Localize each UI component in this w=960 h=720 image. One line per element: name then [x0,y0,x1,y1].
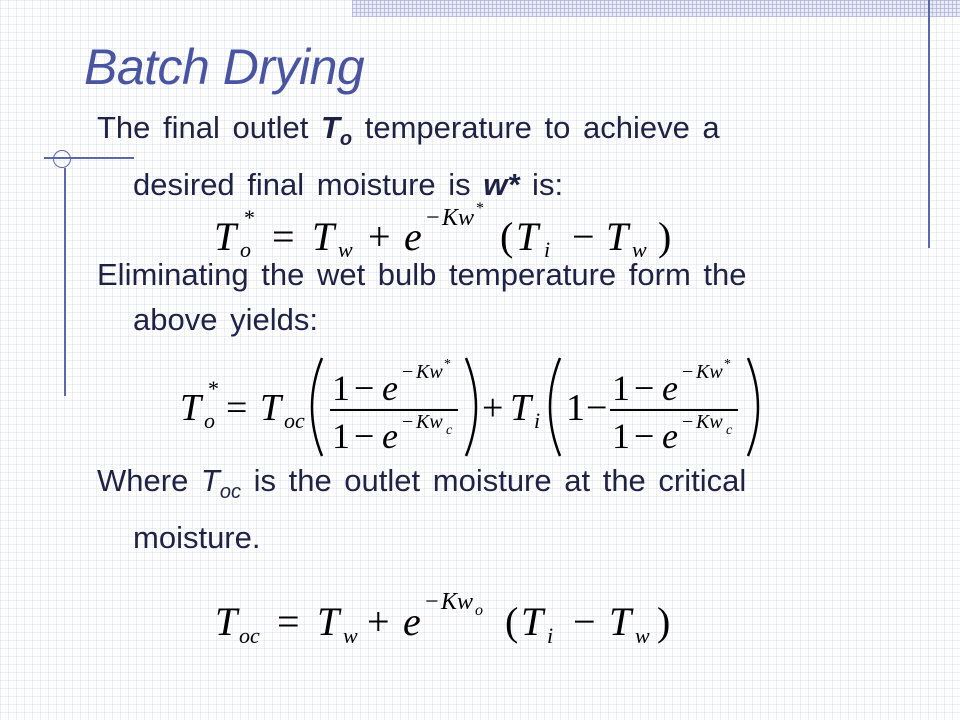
text-segment: moisture. [133,520,261,556]
svg-text:−: − [682,411,694,433]
circle-ornament [53,150,71,168]
svg-text:i: i [534,408,541,433]
subscript-o: o [339,128,353,151]
svg-text:−: − [354,368,375,408]
svg-text:(: ( [505,599,519,644]
svg-text:*: * [444,357,451,372]
svg-text:c: c [726,423,733,438]
svg-text:): ) [657,599,671,644]
slide-title: Batch Drying [84,39,365,95]
svg-text:−: − [426,205,440,231]
svg-text:T: T [606,214,629,259]
svg-text:T: T [215,599,238,644]
svg-text:Kw: Kw [696,361,723,383]
svg-text:oc: oc [239,623,260,648]
svg-text:*: * [476,200,484,217]
svg-text:*: * [724,357,731,372]
equation-eliminated [170,352,770,462]
svg-text:T: T [180,387,202,429]
svg-text:−: − [402,411,414,433]
right-vertical-rule [928,0,930,248]
svg-text:=: = [226,387,248,429]
svg-text:T: T [516,214,539,259]
svg-text:e: e [662,416,678,456]
subscript-oc: oc [219,481,241,504]
svg-text:−: − [634,368,655,408]
svg-text:o: o [204,408,215,433]
svg-text:1: 1 [612,368,630,408]
svg-text:c: c [446,423,453,438]
svg-text:+: + [482,387,504,429]
svg-text:e: e [404,214,422,259]
text-segment: desired final moisture is [133,167,484,203]
svg-text:(: ( [500,214,514,259]
text-segment: Eliminating the wet bulb temperature form the [97,257,747,292]
paragraph-where-toc [97,458,746,560]
svg-text:i: i [544,237,551,262]
svg-text:T: T [260,387,282,429]
svg-text:e: e [662,368,678,408]
svg-text:+: + [367,599,390,644]
svg-text:=: = [272,214,295,259]
svg-text:−: − [354,416,375,456]
svg-text:w: w [632,237,647,262]
svg-text:1: 1 [332,416,350,456]
svg-text:1: 1 [566,387,585,429]
symbol-T: T [320,110,340,145]
svg-text:e: e [403,599,421,644]
svg-text:−: − [634,416,655,456]
svg-text:o: o [475,602,483,619]
svg-text:w: w [338,237,353,262]
svg-text:=: = [277,599,300,644]
svg-text:T: T [510,387,532,429]
text-segment: is the outlet moisture at the critical [240,463,747,498]
svg-text:−: − [572,214,595,259]
svg-text:−: − [402,361,414,383]
svg-text:Kw: Kw [416,411,443,433]
svg-text:Kw: Kw [442,205,475,231]
svg-text:): ) [658,214,672,259]
symbol-T: T [200,463,220,498]
svg-text:w: w [635,623,650,648]
equation-critical-outlet [205,585,685,655]
paragraph-eliminating [97,252,746,342]
svg-text:*: * [208,376,219,401]
svg-text:Kw: Kw [416,361,443,383]
svg-text:T: T [317,599,340,644]
svg-text:i: i [547,623,554,648]
svg-text:T: T [214,214,237,259]
svg-text:−: − [586,387,608,429]
paragraph-outlet-temperature [97,105,720,207]
svg-text:+: + [368,214,391,259]
decorative-grid-band [352,0,960,17]
svg-text:Kw: Kw [696,411,723,433]
svg-text:Kw: Kw [441,589,474,615]
text-segment: temperature to achieve a [352,110,720,145]
symbol-w-star: w* [483,167,520,203]
svg-text:−: − [573,599,596,644]
svg-text:oc: oc [284,408,305,433]
svg-text:1: 1 [332,368,350,408]
svg-text:T: T [312,214,335,259]
svg-text:−: − [425,589,439,615]
text-segment: The final outlet [97,110,321,145]
svg-text:T: T [521,599,544,644]
left-vertical-rule [64,168,66,396]
text-segment: above yields: [133,302,318,337]
text-segment: is: [519,167,564,203]
svg-text:e: e [382,416,398,456]
svg-text:o: o [240,237,251,262]
svg-text:e: e [382,368,398,408]
svg-text:−: − [682,361,694,383]
svg-text:T: T [609,599,632,644]
svg-text:1: 1 [612,416,630,456]
svg-text:w: w [343,623,358,648]
text-segment: Where [97,463,201,498]
svg-text:*: * [244,205,255,230]
